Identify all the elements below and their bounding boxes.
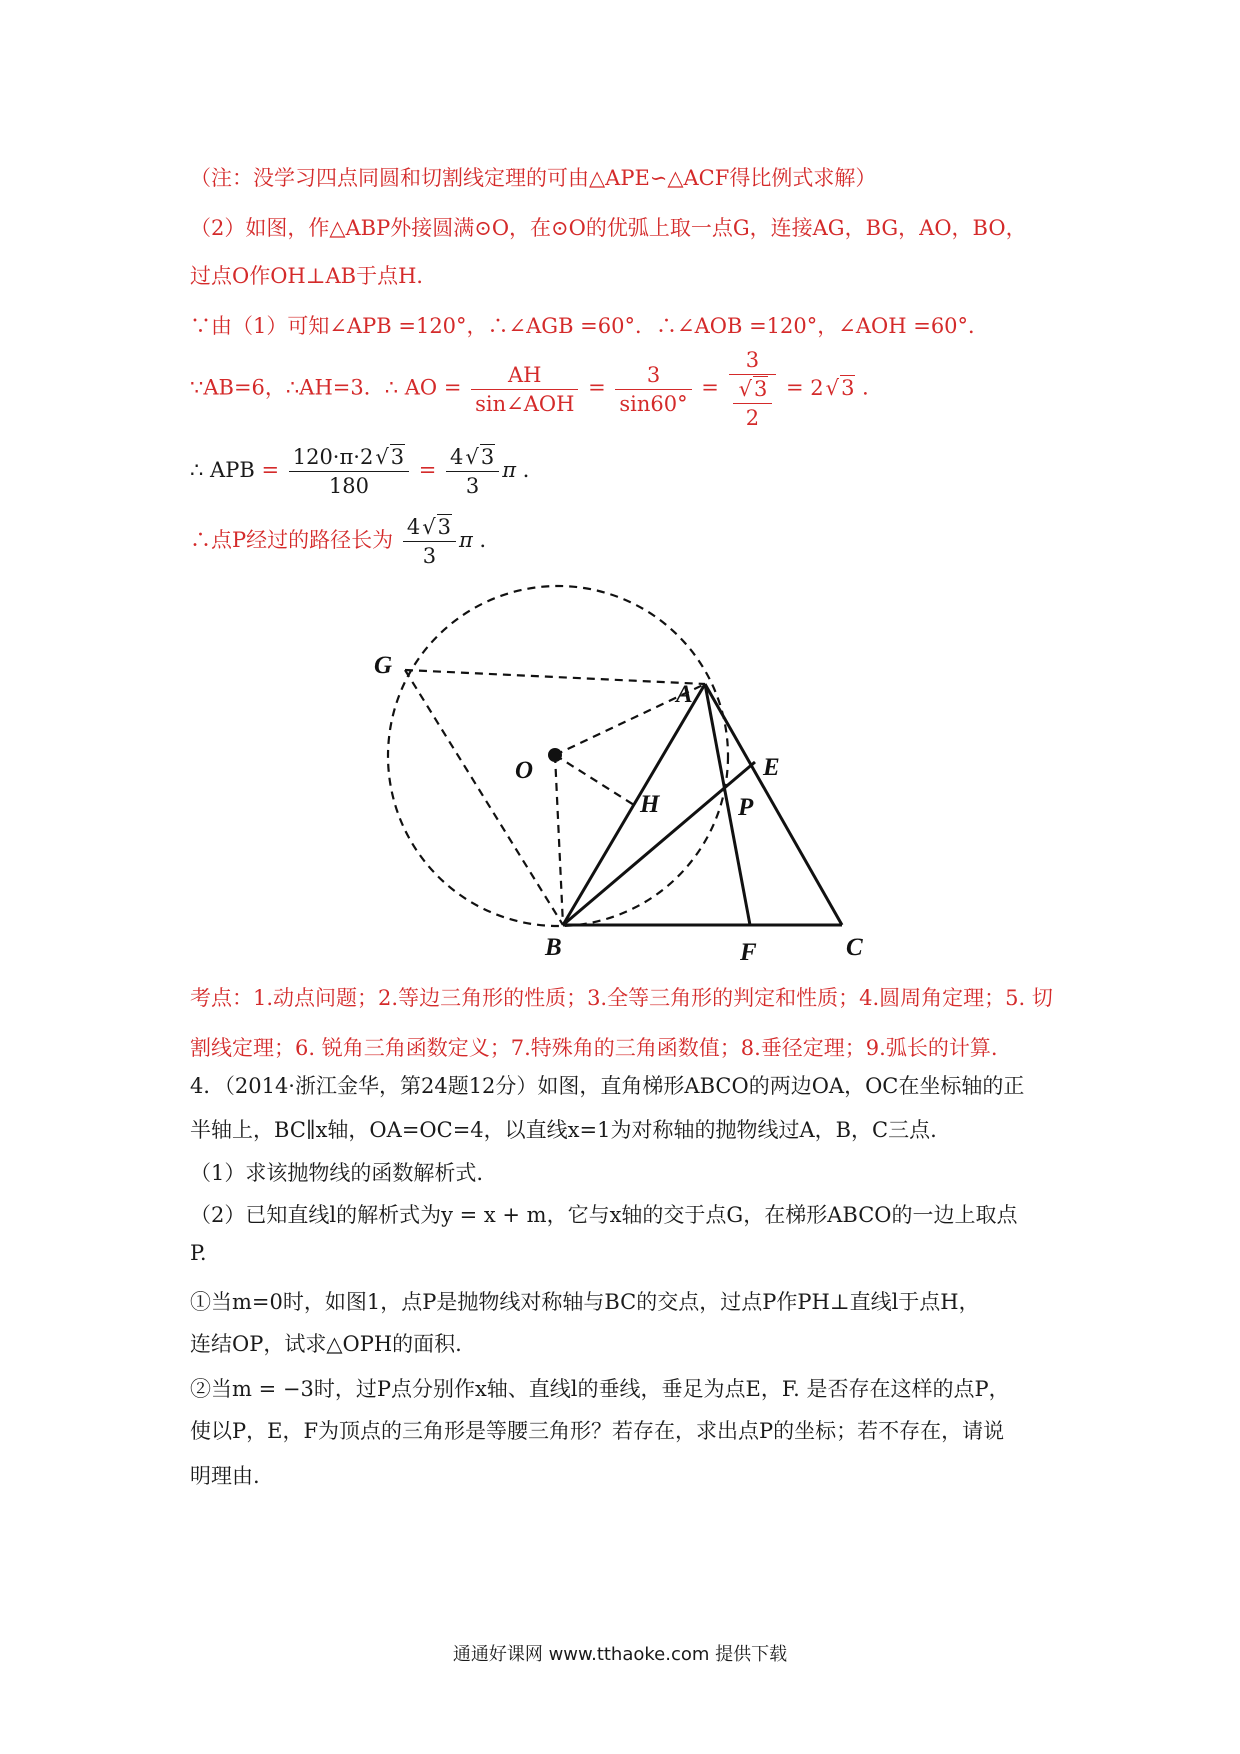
note-line: （注：没学习四点同圆和切割线定理的可由△APE∽△ACF得比例式求解） (190, 166, 877, 190)
apb-term: ∴ APB (190, 458, 255, 482)
keypoints-line1: 考点：1.动点问题；2.等边三角形的性质；3.全等三角形的判定和性质；4.圆周角定理；5. 切 (190, 986, 1053, 1010)
problem4-line10: 明理由. (190, 1464, 260, 1488)
label-e: E (763, 754, 780, 781)
problem4-line7: 连结OP，试求△OPH的面积. (190, 1332, 462, 1356)
frac-3-sqrt3over2: $\frac{3}{\frac{√3}{2}}$ (729, 348, 777, 430)
part2-line1: （2）如图，作△ABP外接圆满⊙O，在⊙O的优弧上取一点G，连接AG，BG，AO，BO， (190, 216, 1027, 240)
segment-oh (555, 755, 634, 805)
problem4-line3: （1）求该抛物线的函数解析式. (190, 1161, 484, 1185)
problem4-line6: ①当m=0时，如图1，点P是抛物线对称轴与BC的交点，过点P作PH⊥直线l于点H， (190, 1290, 980, 1314)
geometry-figure (360, 575, 880, 975)
label-b: B (545, 934, 562, 961)
segment-ab (563, 684, 705, 925)
label-h: H (640, 791, 660, 818)
segment-ga (405, 670, 705, 684)
path-length-line: ∴点P经过的路径长为 $\frac{4√3}{3}$ π ． (190, 515, 501, 568)
segment-be (563, 762, 755, 925)
frac-arc: $\frac{120\cdot\pi\cdot 2√3}{180}$ (289, 445, 409, 498)
result-2sqrt3: 2√3 (810, 375, 855, 400)
label-f: F (740, 939, 757, 966)
since2-prefix: ∵AB=6，∴AH=3．∴ (190, 375, 399, 400)
problem4-line9: 使以P，E，F为顶点的三角形是等腰三角形？若存在，求出点P的坐标；若不存在，请说 (190, 1419, 1005, 1443)
segment-ob (555, 755, 563, 925)
problem4-line8: ②当m = −3时，过P点分别作x轴、直线l的垂线，垂足为点E，F. 是否存在这样的点P， (190, 1377, 1010, 1401)
segment-ac (705, 684, 842, 925)
frac-path: $\frac{4√3}{3}$ (403, 515, 456, 568)
label-g: G (374, 652, 393, 679)
part2-line2: 过点O作OH⊥AB于点H． (190, 264, 438, 288)
since-line1: ∵由（1）可知∠APB =120°，∴∠AGB =60°．∴∠AOB =120°，∠AOH =60°． (190, 314, 990, 338)
problem4-line5: P. (190, 1241, 207, 1265)
frac-ah-sin: $\frac{AH}{\text{sin∠AOH}}$ (471, 363, 578, 416)
label-o: O (515, 757, 534, 784)
center-point-o (548, 748, 562, 762)
arc-length-equation: ∴ APB = $\frac{120\cdot\pi\cdot 2√3}{180}$ = $\frac{4√3}{3}$ π ． (190, 445, 544, 498)
footer-credit: 通通好课网 www.tthaoke.com 提供下载 (452, 1644, 788, 1665)
label-c: C (846, 934, 863, 961)
frac-4sqrt3-3: $\frac{4√3}{3}$ (446, 445, 499, 498)
label-a: A (676, 681, 693, 708)
segment-gb (405, 670, 563, 925)
frac-3-sin60: $\frac{3}{\sin 60^\circ}$ (615, 363, 691, 416)
problem4-line4: （2）已知直线l的解析式为y = x + m，它与x轴的交于点G，在梯形ABCO的一边上取点 (190, 1203, 1018, 1227)
problem4-line1: 4．（2014·浙江金华，第24题12分）如图，直角梯形ABCO的两边OA，OC在坐标轴的正 (190, 1074, 1025, 1098)
ao-equation: ∵AB=6，∴AH=3．∴ AO = $\frac{AH}{\text{sin∠AOH}}$ = $\frac{3}{\sin 60^\circ}$ = $\frac{3}{\frac{√3}{2}}$ = 2√3 ． (190, 348, 884, 430)
label-p: P (738, 794, 754, 821)
problem4-line2: 半轴上，BC∥x轴，OA=OC=4，以直线x=1为对称轴的抛物线过A，B，C三点. (190, 1118, 937, 1142)
keypoints-line2: 割线定理；6. 锐角三角函数定义；7.特殊角的三角函数值；8.垂径定理；9.弧长的计算. (190, 1036, 998, 1060)
ao-term: AO (404, 375, 438, 400)
